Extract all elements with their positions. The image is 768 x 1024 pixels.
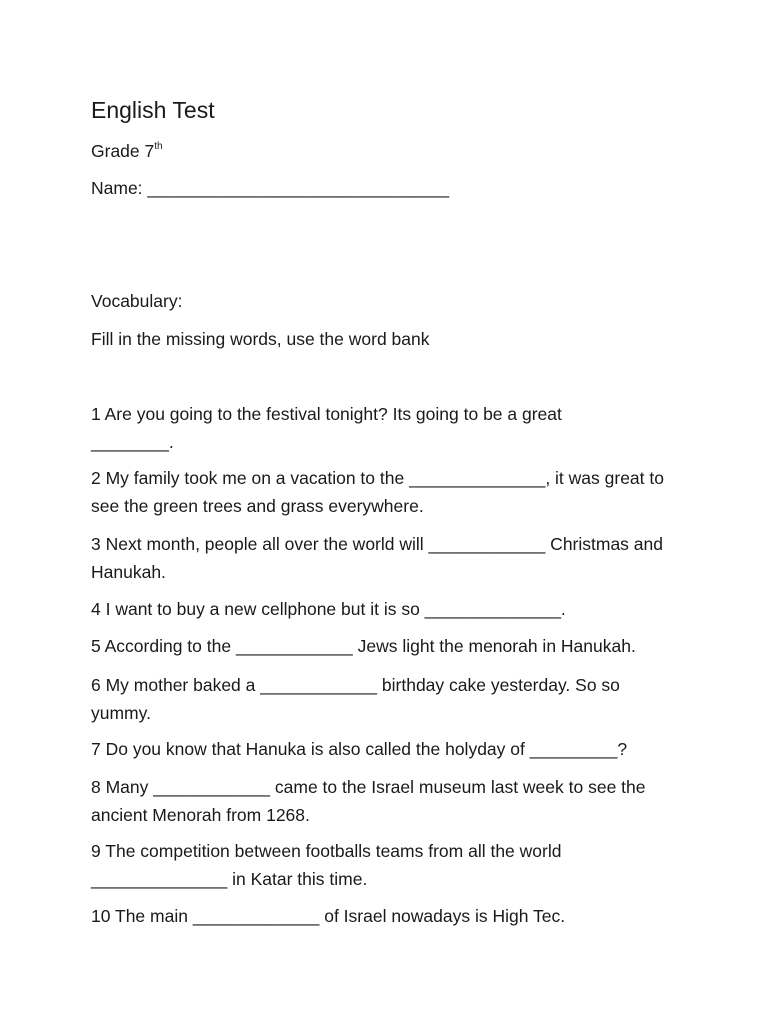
question-6: 6 My mother baked a ____________ birthday cake yesterday. So so yummy.: [91, 675, 620, 723]
question-5: 5 According to the ____________ Jews light the menorah in Hanukah.: [91, 636, 636, 656]
section-heading: Vocabulary:: [91, 291, 183, 311]
question-3: 3 Next month, people all over the world will ____________ Christmas and Hanukah.: [91, 534, 663, 582]
grade-label: Grade 7: [91, 141, 155, 161]
grade-suffix: th: [154, 141, 163, 153]
question-10: 10 The main _____________ of Israel nowadays is High Tec.: [91, 906, 566, 926]
question-2: 2 My family took me on a vacation to the ______________, it was great to see the green trees and grass everywhere.: [91, 468, 664, 516]
question-1: 1 Are you going to the festival tonight? Its going to be a great ________.: [91, 404, 562, 452]
question-7: 7 Do you know that Hanuka is also called the holyday of _________?: [91, 739, 628, 759]
question-9: 9 The competition between footballs teams from all the world ______________ in Katar this time.: [91, 841, 562, 889]
page-title: English Test: [91, 97, 215, 123]
question-4: 4 I want to buy a new cellphone but it is so ______________.: [91, 599, 566, 619]
section-instructions: Fill in the missing words, use the word bank: [91, 329, 430, 349]
name-line: Name: _______________________________: [91, 178, 450, 198]
grade-line: [91, 140, 163, 162]
question-8: 8 Many ____________ came to the Israel museum last week to see the ancient Menorah from 1268.: [91, 777, 646, 825]
